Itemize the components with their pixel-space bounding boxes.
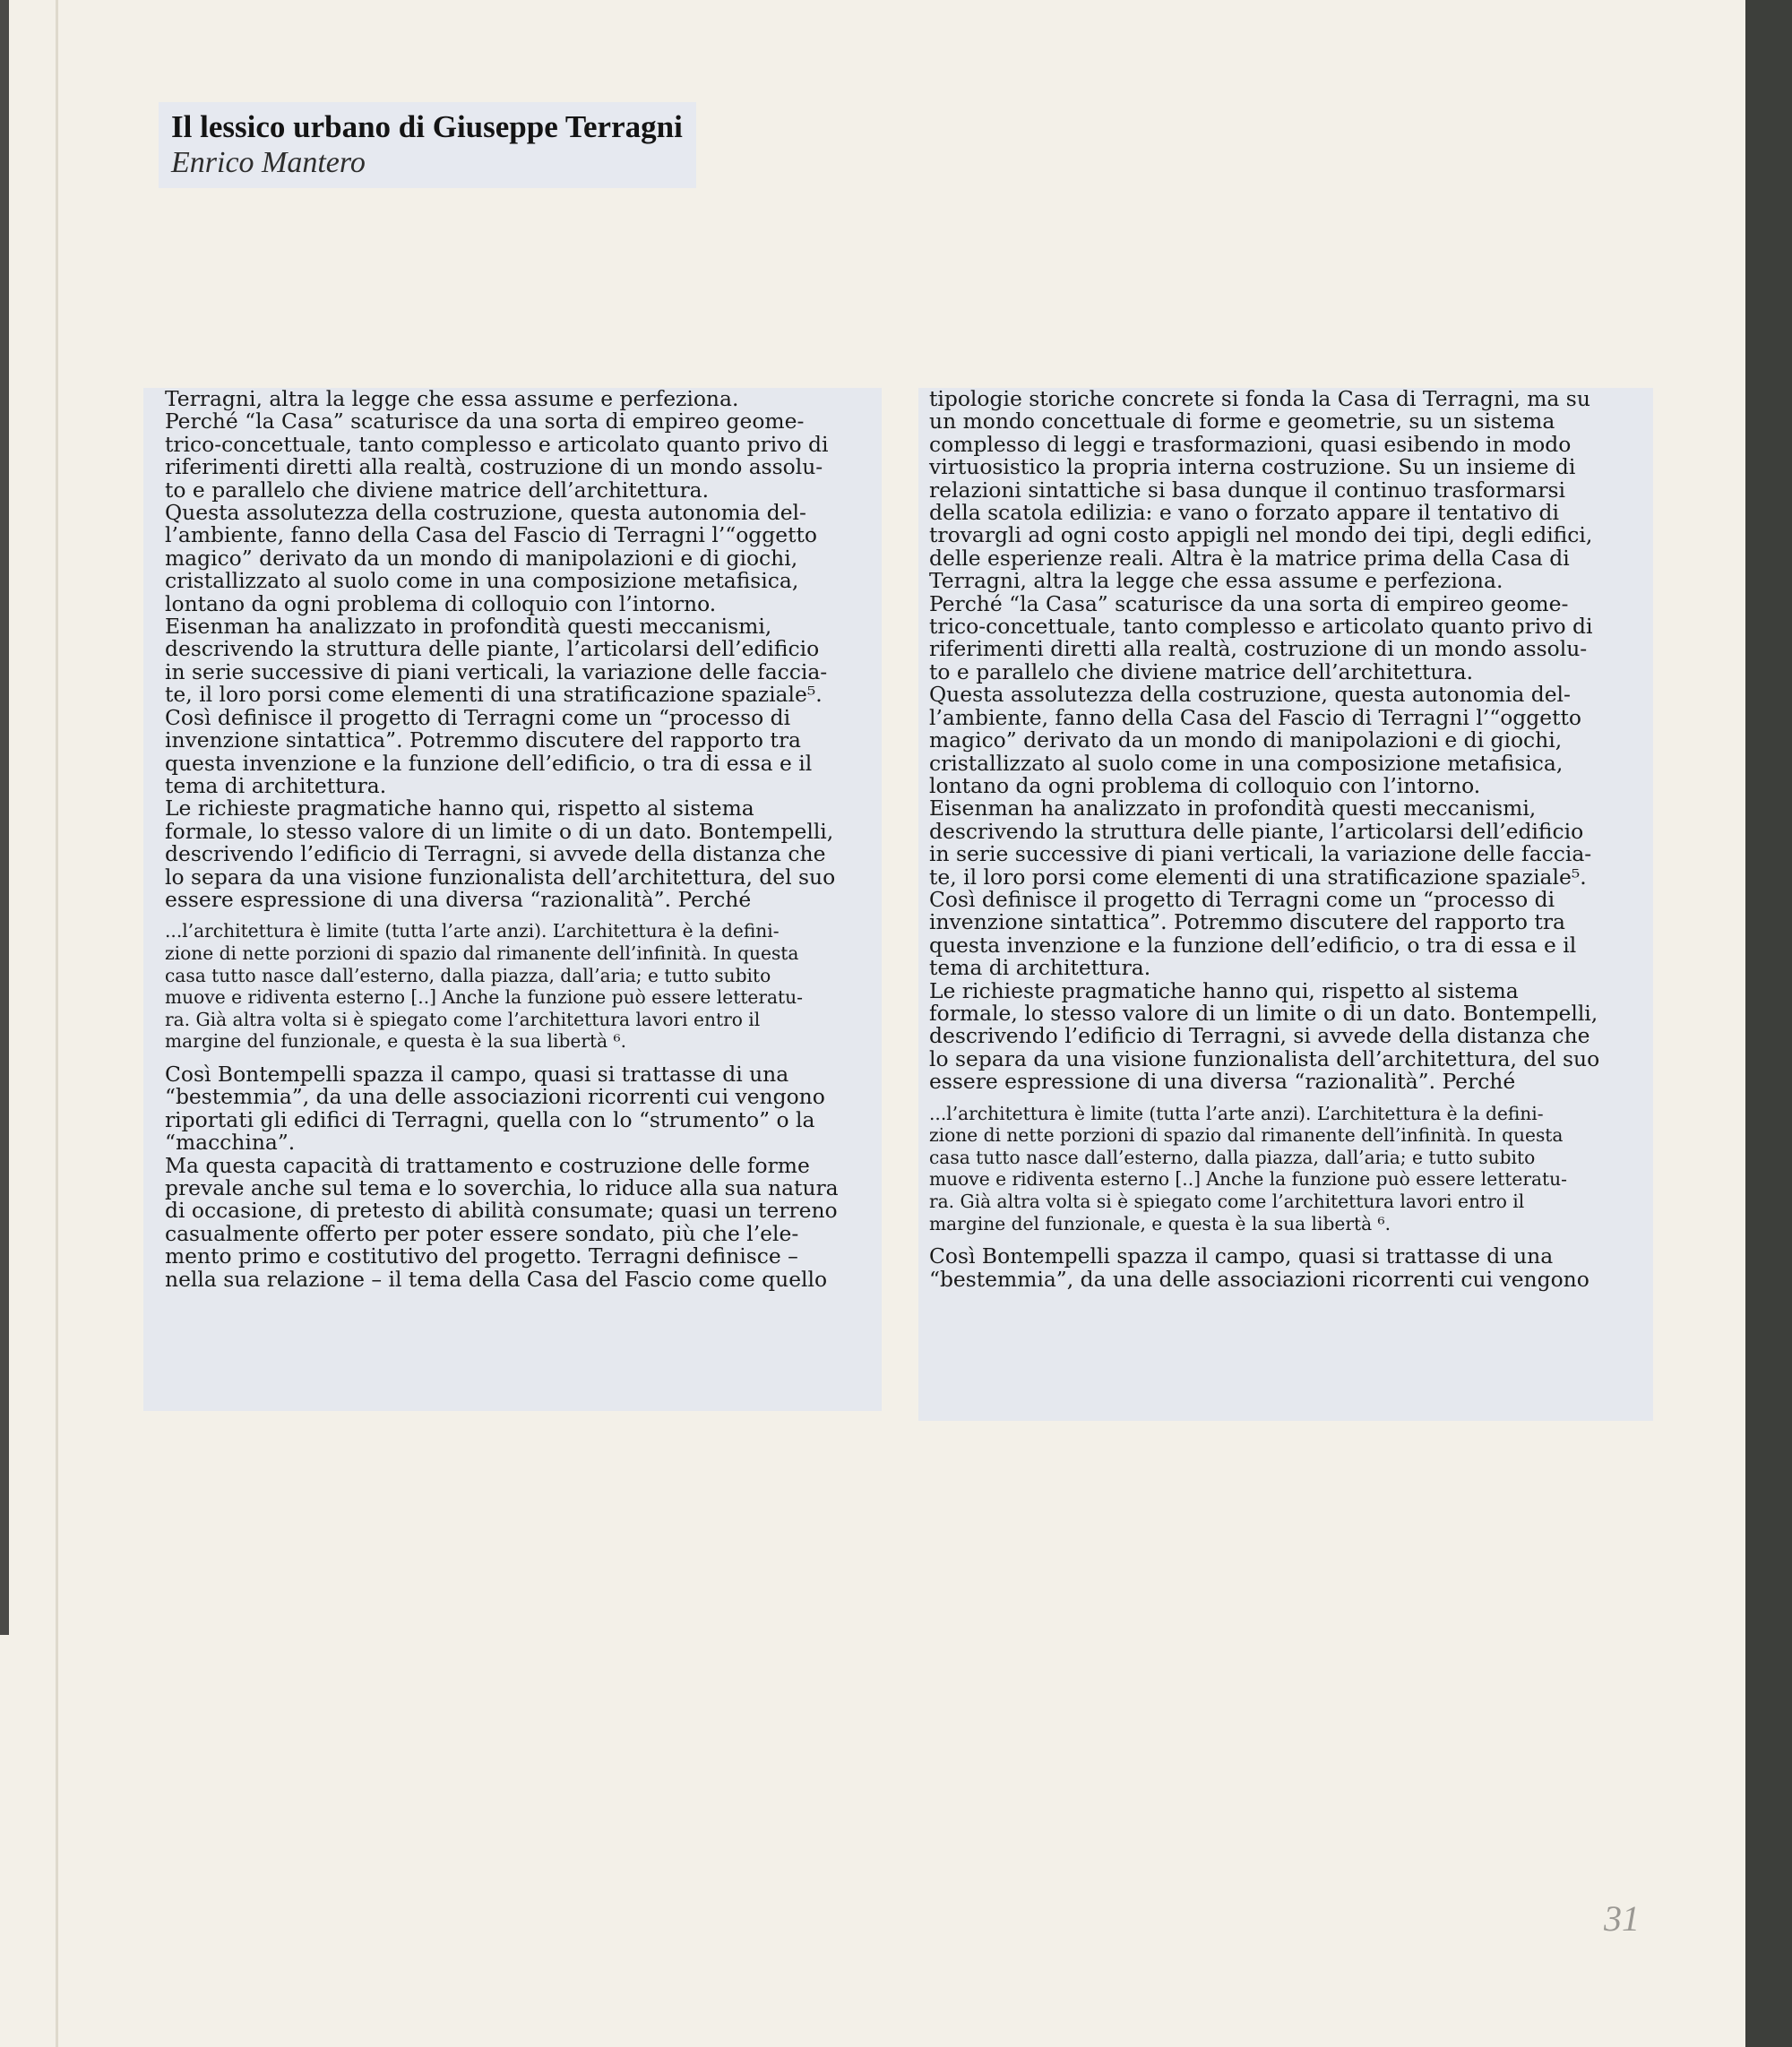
quote-line: zione di nette porzioni di spazio dal rimanente dell’infinità. In questa: [165, 942, 799, 964]
text-line: invenzione sintattica”. Potremmo discutere del rapporto tra: [165, 727, 801, 753]
text-line: Questa assolutezza della costruzione, questa autonomia del-: [165, 500, 806, 526]
text-line: Eisenman ha analizzato in profondità questi meccanismi,: [165, 614, 772, 640]
title-block: [159, 102, 696, 188]
text-line: relazioni sintattiche si basa dunque il continuo trasformarsi: [929, 477, 1565, 503]
text-line: descrivendo l’edificio di Terragni, si avvede della distanza che: [929, 1023, 1590, 1049]
text-line: della scatola edilizia: e vano o forzato appare il tentativo di: [929, 500, 1559, 526]
text-line: questa invenzione e la funzione dell’edificio, o tra di essa e il: [165, 750, 813, 776]
page-number: 31: [1604, 1898, 1640, 1939]
text-line: trovargli ad ogni costo appigli nel mondo dei tipi, degli edifici,: [929, 522, 1593, 548]
left-body-text: [165, 388, 882, 911]
text-line: Terragni, altra la legge che essa assume e perfeziona.: [929, 568, 1503, 594]
text-line: descrivendo la struttura delle piante, l’articolarsi dell’edificio: [929, 818, 1584, 844]
text-line: lo separa da una visione funzionalista dell’architettura, del suo: [929, 1045, 1600, 1071]
quote-line: margine del funzionale, e questa è la sua libertà ⁶.: [929, 1212, 1391, 1234]
quote-line: ra. Già altra volta si è spiegato come l’architettura lavori entro il: [929, 1190, 1525, 1212]
text-line: in serie successive di piani verticali, la variazione delle faccia-: [165, 658, 828, 684]
text-line: Le richieste pragmatiche hanno qui, rispetto al sistema: [929, 977, 1519, 1003]
text-line: trico-concettuale, tanto complesso e articolato quanto privo di: [165, 431, 829, 457]
text-line: lontano da ogni problema di colloquio con l’intorno.: [165, 590, 717, 616]
quote-line: ra. Già altra volta si è spiegato come l’architettura lavori entro il: [165, 1008, 761, 1030]
text-line: Perché “la Casa” scaturisce da una sorta di empireo geome-: [165, 409, 805, 434]
text-line: Questa assolutezza della costruzione, questa autonomia del-: [929, 682, 1571, 708]
left-block-quote: [165, 920, 882, 1053]
text-line: lontano da ogni problema di colloquio con l’intorno.: [929, 772, 1481, 798]
text-line: l’ambiente, fanno della Casa del Fascio di Terragni l’“oggetto: [165, 522, 817, 548]
text-line: di occasione, di pretesto di abilità consumate; quasi un terreno: [165, 1198, 838, 1224]
text-line: descrivendo l’edificio di Terragni, si avvede della distanza che: [165, 841, 826, 867]
quote-line: ...l’architettura è limite (tutta l’arte anzi). L’architettura è la defini-: [929, 1102, 1544, 1124]
quote-line: zione di nette porzioni di spazio dal rimanente dell’infinità. In questa: [929, 1124, 1564, 1147]
text-line: delle esperienze reali. Altra è la matrice prima della Casa di: [929, 545, 1570, 571]
text-line: Così Bontempelli spazza il campo, quasi si trattasse di una: [165, 1061, 789, 1087]
text-line: te, il loro porsi come elementi di una stratificazione spaziale⁵.: [165, 682, 823, 708]
text-line: Così Bontempelli spazza il campo, quasi si trattasse di una: [929, 1243, 1554, 1269]
text-line: mento primo e costitutivo del progetto. Terragni definisce –: [165, 1243, 798, 1269]
quote-line: muove e ridiventa esterno [..] Anche la funzione può essere letteratu-: [929, 1168, 1567, 1191]
text-line: Terragni, altra la legge che essa assume e perfeziona.: [165, 386, 739, 411]
right-column: [918, 388, 1653, 1421]
quote-line: casa tutto nasce dall’esterno, dalla piazza, dall’aria; e tutto subito: [929, 1146, 1536, 1168]
text-line: Così definisce il progetto di Terragni come un “processo di: [165, 704, 791, 730]
text-line: trico-concettuale, tanto complesso e articolato quanto privo di: [929, 614, 1593, 640]
text-line: invenzione sintattica”. Potremmo discutere del rapporto tra: [929, 909, 1565, 935]
text-line: essere espressione di una diversa “razionalità”. Perché: [165, 886, 752, 912]
quote-line: muove e ridiventa esterno [..] Anche la funzione può essere letteratu-: [165, 986, 803, 1009]
article-title: Il lessico urbano di Giuseppe Terragni: [171, 109, 683, 144]
left-column: [143, 388, 882, 1411]
text-line: riferimenti diretti alla realtà, costruzione di un mondo assolu-: [165, 454, 823, 480]
text-line: nella sua relazione – il tema della Casa del Fascio come quello: [165, 1266, 828, 1292]
page-fold: [56, 0, 58, 2047]
text-line: complesso di leggi e trasformazioni, quasi esibendo in modo: [929, 431, 1572, 457]
text-line: questa invenzione e la funzione dell’edificio, o tra di essa e il: [929, 932, 1577, 958]
text-line: Perché “la Casa” scaturisce da una sorta di empireo geome-: [929, 590, 1569, 616]
text-line: prevale anche sul tema e lo soverchia, lo riduce alla sua natura: [165, 1174, 839, 1200]
text-line: formale, lo stesso valore di un limite o di un dato. Bontempelli,: [165, 818, 834, 844]
text-line: cristallizzato al suolo come in una composizione metafisica,: [165, 568, 799, 594]
text-line: magico” derivato da un mondo di manipolazioni e di giochi,: [165, 545, 798, 571]
text-line: essere espressione di una diversa “razionalità”. Perché: [929, 1069, 1516, 1095]
quote-line: margine del funzionale, e questa è la sua libertà ⁶.: [165, 1030, 627, 1053]
text-line: tema di architettura.: [165, 772, 387, 798]
text-line: descrivendo la struttura delle piante, l’articolarsi dell’edificio: [165, 636, 820, 662]
quote-line: ...l’architettura è limite (tutta l’arte anzi). L’architettura è la defini-: [165, 920, 780, 942]
right-block-quote: [929, 1103, 1653, 1235]
text-line: lo separa da una visione funzionalista dell’architettura, del suo: [165, 864, 836, 890]
left-body-text-continued: [165, 1063, 882, 1291]
text-line: Ma questa capacità di trattamento e costruzione delle forme: [165, 1152, 810, 1178]
text-line: te, il loro porsi come elementi di una stratificazione spaziale⁵.: [929, 864, 1587, 890]
text-line: Così definisce il progetto di Terragni come un “processo di: [929, 886, 1555, 912]
text-line: magico” derivato da un mondo di manipolazioni e di giochi,: [929, 727, 1563, 753]
text-line: “bestemmia”, da una delle associazioni ricorrenti cui vengono: [929, 1266, 1590, 1292]
text-line: casualmente offerto per poter essere sondato, più che l’ele-: [165, 1220, 799, 1246]
right-body-text: [929, 388, 1653, 1094]
text-line: tipologie storiche concrete si fonda la Casa di Terragni, ma su: [929, 386, 1590, 411]
right-body-text-continued: [929, 1245, 1653, 1291]
text-line: Le richieste pragmatiche hanno qui, rispetto al sistema: [165, 796, 754, 821]
text-line: cristallizzato al suolo come in una composizione metafisica,: [929, 750, 1564, 776]
article-author: Enrico Mantero: [171, 146, 366, 179]
text-line: to e parallelo che diviene matrice dell’architettura.: [929, 658, 1474, 684]
text-line: Eisenman ha analizzato in profondità questi meccanismi,: [929, 796, 1537, 821]
text-line: “bestemmia”, da una delle associazioni ricorrenti cui vengono: [165, 1084, 825, 1110]
scan-edge: [0, 0, 9, 1635]
text-line: formale, lo stesso valore di un limite o di un dato. Bontempelli,: [929, 1000, 1598, 1026]
text-line: tema di architettura.: [929, 955, 1151, 981]
text-line: riportati gli edifici di Terragni, quella con lo “strumento” o la: [165, 1106, 815, 1132]
text-line: “macchina”.: [165, 1130, 296, 1156]
quote-line: casa tutto nasce dall’esterno, dalla piazza, dall’aria; e tutto subito: [165, 964, 771, 986]
text-line: riferimenti diretti alla realtà, costruzione di un mondo assolu-: [929, 636, 1588, 662]
text-line: un mondo concettuale di forme e geometrie, su un sistema: [929, 409, 1555, 434]
text-line: in serie successive di piani verticali, la variazione delle faccia-: [929, 841, 1592, 867]
text-line: l’ambiente, fanno della Casa del Fascio di Terragni l’“oggetto: [929, 704, 1581, 730]
text-line: to e parallelo che diviene matrice dell’architettura.: [165, 477, 710, 503]
text-line: virtuosistico la propria interna costruzione. Su un insieme di: [929, 454, 1576, 480]
